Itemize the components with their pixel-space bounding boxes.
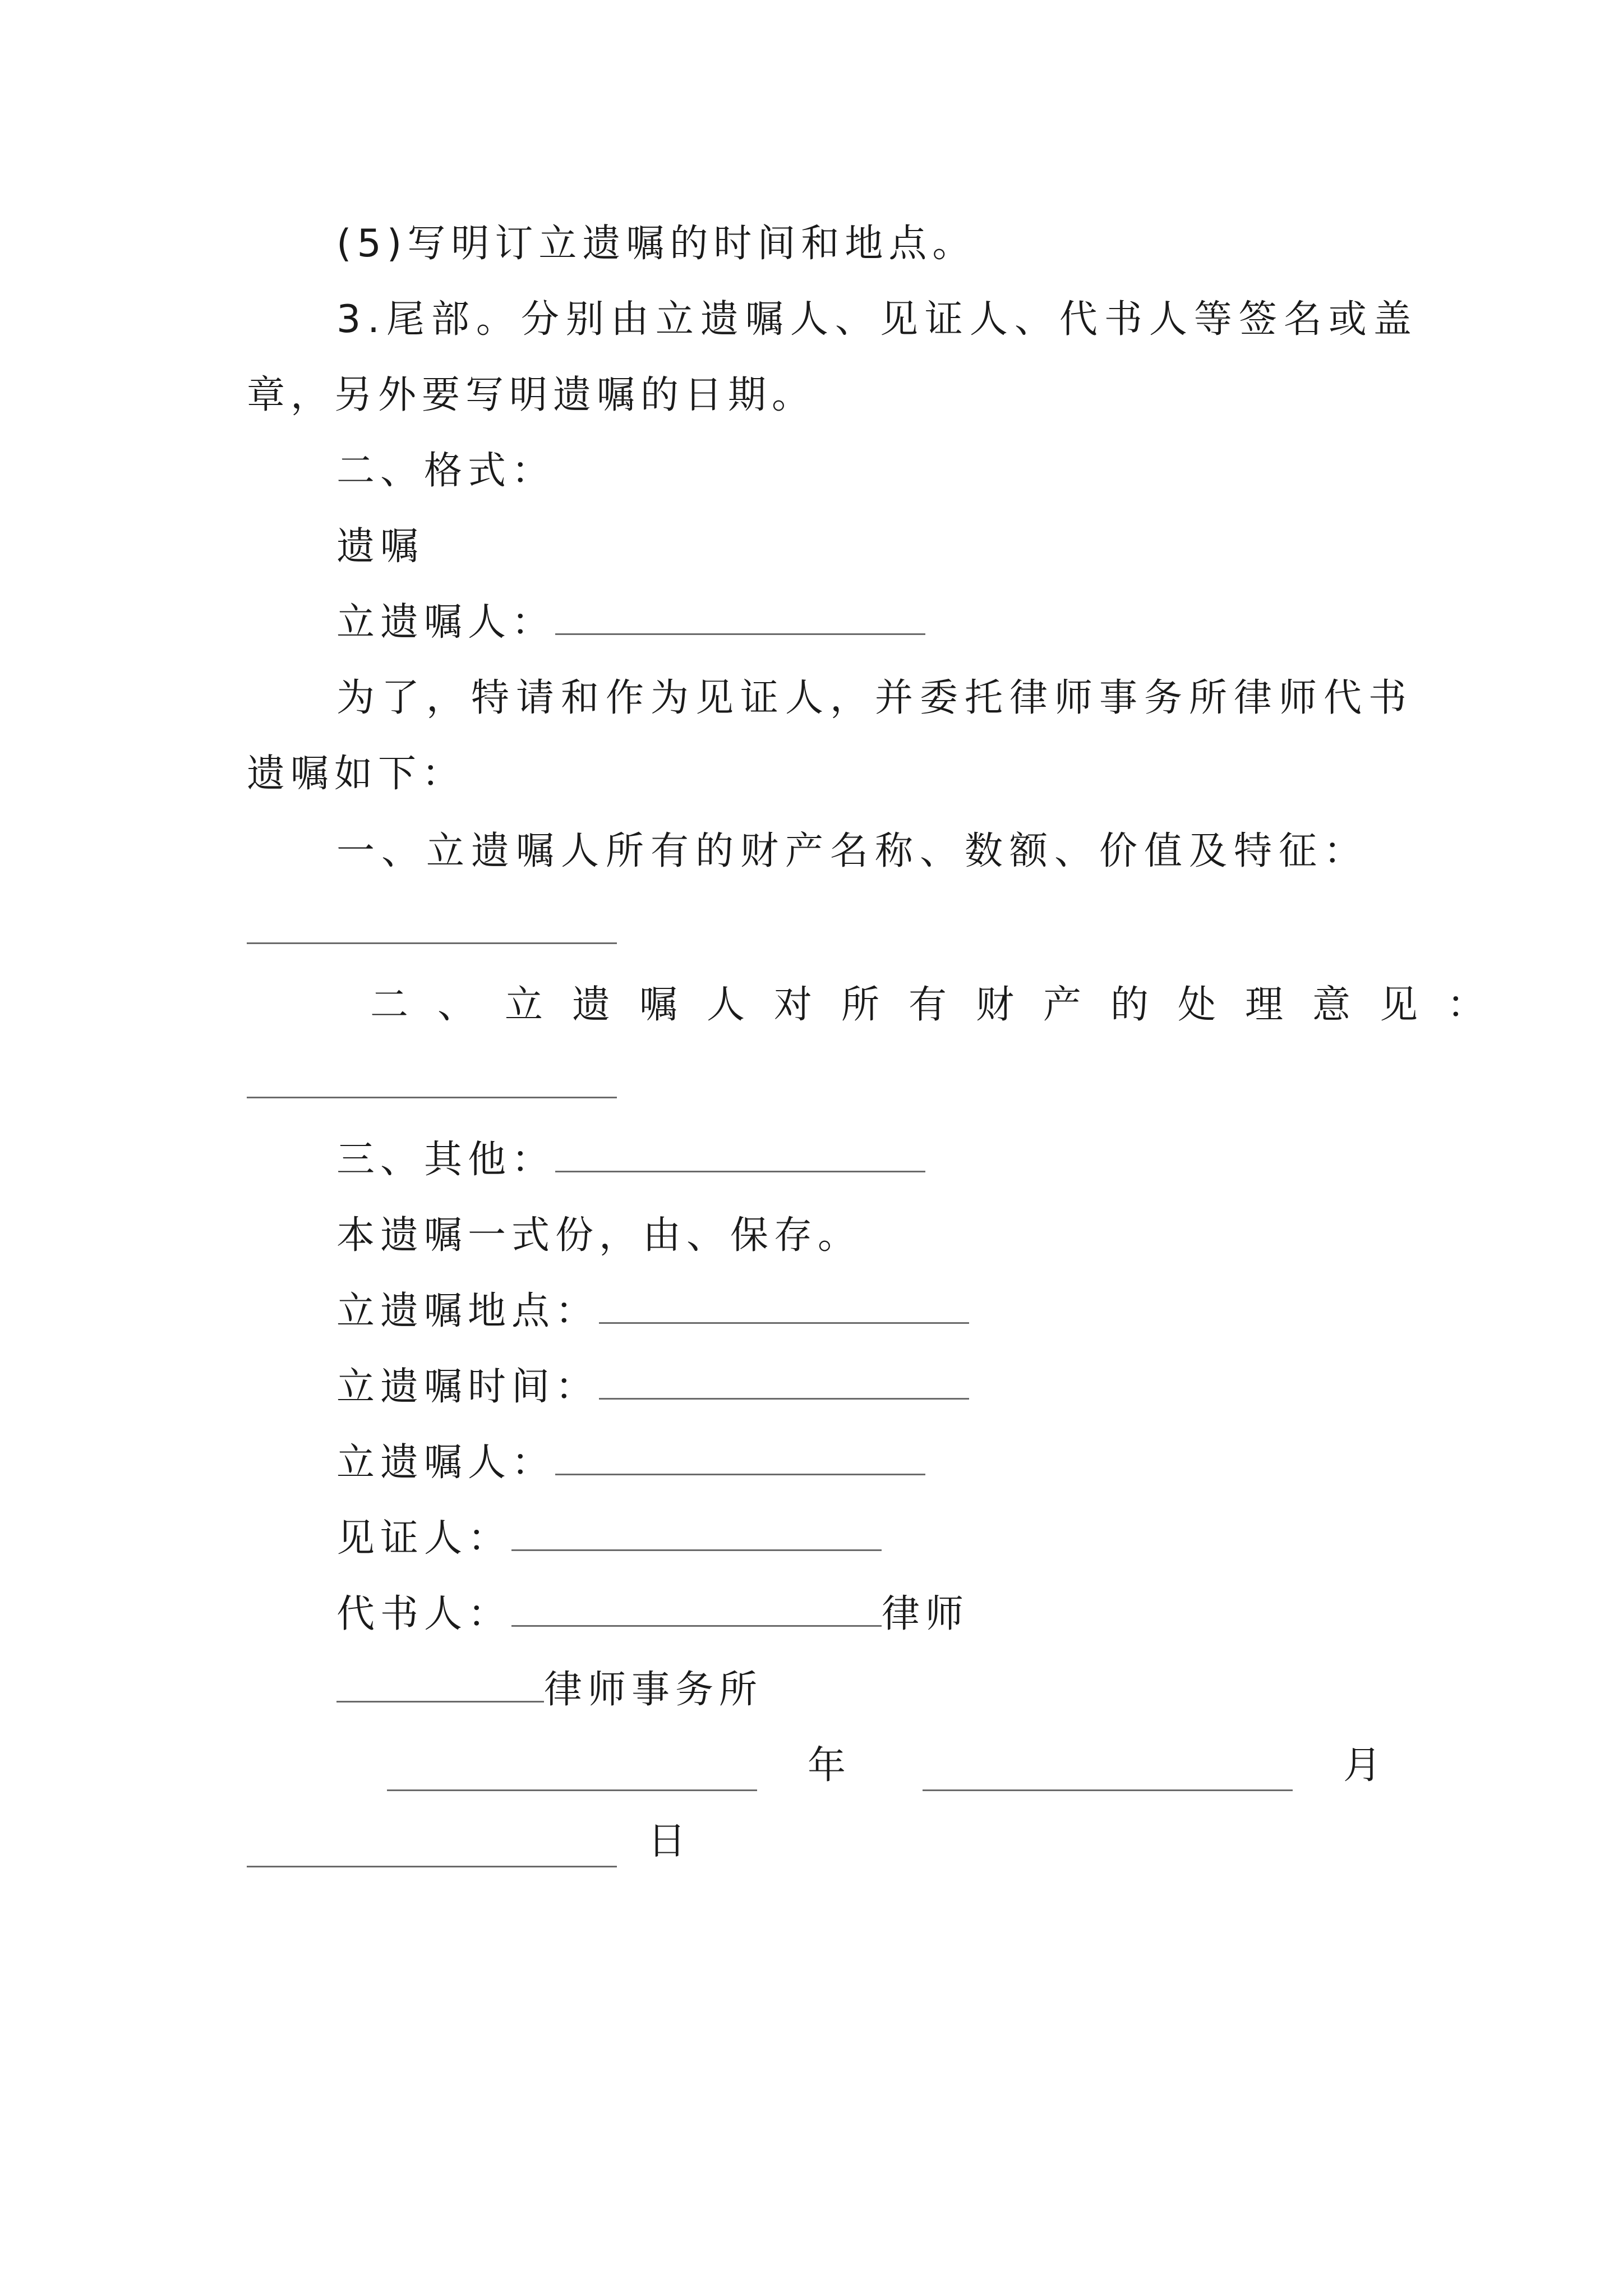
law-firm-field — [336, 1668, 763, 1713]
place-field — [336, 1289, 969, 1334]
testator-label: 立遗嘱人： — [336, 600, 556, 645]
text-line-witness: 为了，特请和作为见证人，并委托律师事务所律师代书 — [336, 676, 1414, 720]
day-blank[interactable] — [247, 1866, 617, 1867]
testator-field — [336, 600, 925, 645]
place-blank[interactable] — [599, 1291, 969, 1324]
year-label: 年 — [808, 1743, 852, 1788]
law-firm-blank[interactable] — [336, 1669, 544, 1703]
year-blank[interactable] — [387, 1789, 757, 1791]
law-firm-suffix: 律师事务所 — [544, 1668, 763, 1712]
day-label: 日 — [648, 1819, 692, 1864]
witness-label: 见证人： — [336, 1516, 512, 1561]
testator-sign-blank[interactable] — [555, 1442, 925, 1475]
other-blank[interactable] — [555, 1139, 925, 1172]
testator-blank[interactable] — [555, 602, 925, 635]
other-label: 三、其他： — [336, 1138, 556, 1182]
witness-blank[interactable] — [511, 1518, 882, 1551]
witness-field — [336, 1516, 882, 1561]
text-line-ending: 3.尾部。分别由立遗嘱人、见证人、代书人等签名或盖 — [336, 297, 1418, 342]
month-blank[interactable] — [923, 1789, 1293, 1791]
text-line-copies: 本遗嘱一式份，由、保存。 — [336, 1213, 862, 1258]
time-label: 立遗嘱时间： — [336, 1365, 600, 1409]
clause-property: 一、立遗嘱人所有的财产名称、数额、价值及特征： — [336, 829, 1369, 873]
testator-sign-field — [336, 1441, 925, 1485]
property-blank[interactable] — [247, 942, 617, 944]
text-line-time-place: (5)写明订立遗嘱的时间和地点。 — [336, 222, 976, 266]
scribe-blank[interactable] — [511, 1594, 882, 1627]
scribe-field — [336, 1592, 969, 1637]
text-line-witness-cont: 遗嘱如下： — [247, 752, 466, 796]
clause-disposition: 二、立遗嘱人对所有财产的处理意见： — [370, 983, 1515, 1027]
time-field — [336, 1365, 969, 1410]
clause-other — [336, 1138, 925, 1182]
section-heading-format: 二、格式： — [336, 449, 556, 493]
month-label: 月 — [1343, 1743, 1387, 1788]
will-title: 遗嘱 — [336, 524, 425, 569]
scribe-suffix: 律师 — [882, 1592, 970, 1636]
time-blank[interactable] — [599, 1366, 969, 1400]
text-line-ending-cont: 章，另外要写明遗嘱的日期。 — [247, 373, 816, 417]
scribe-label: 代书人： — [336, 1592, 512, 1636]
testator-sign-label: 立遗嘱人： — [336, 1441, 556, 1485]
disposition-blank[interactable] — [247, 1097, 617, 1098]
place-label: 立遗嘱地点： — [336, 1289, 600, 1333]
